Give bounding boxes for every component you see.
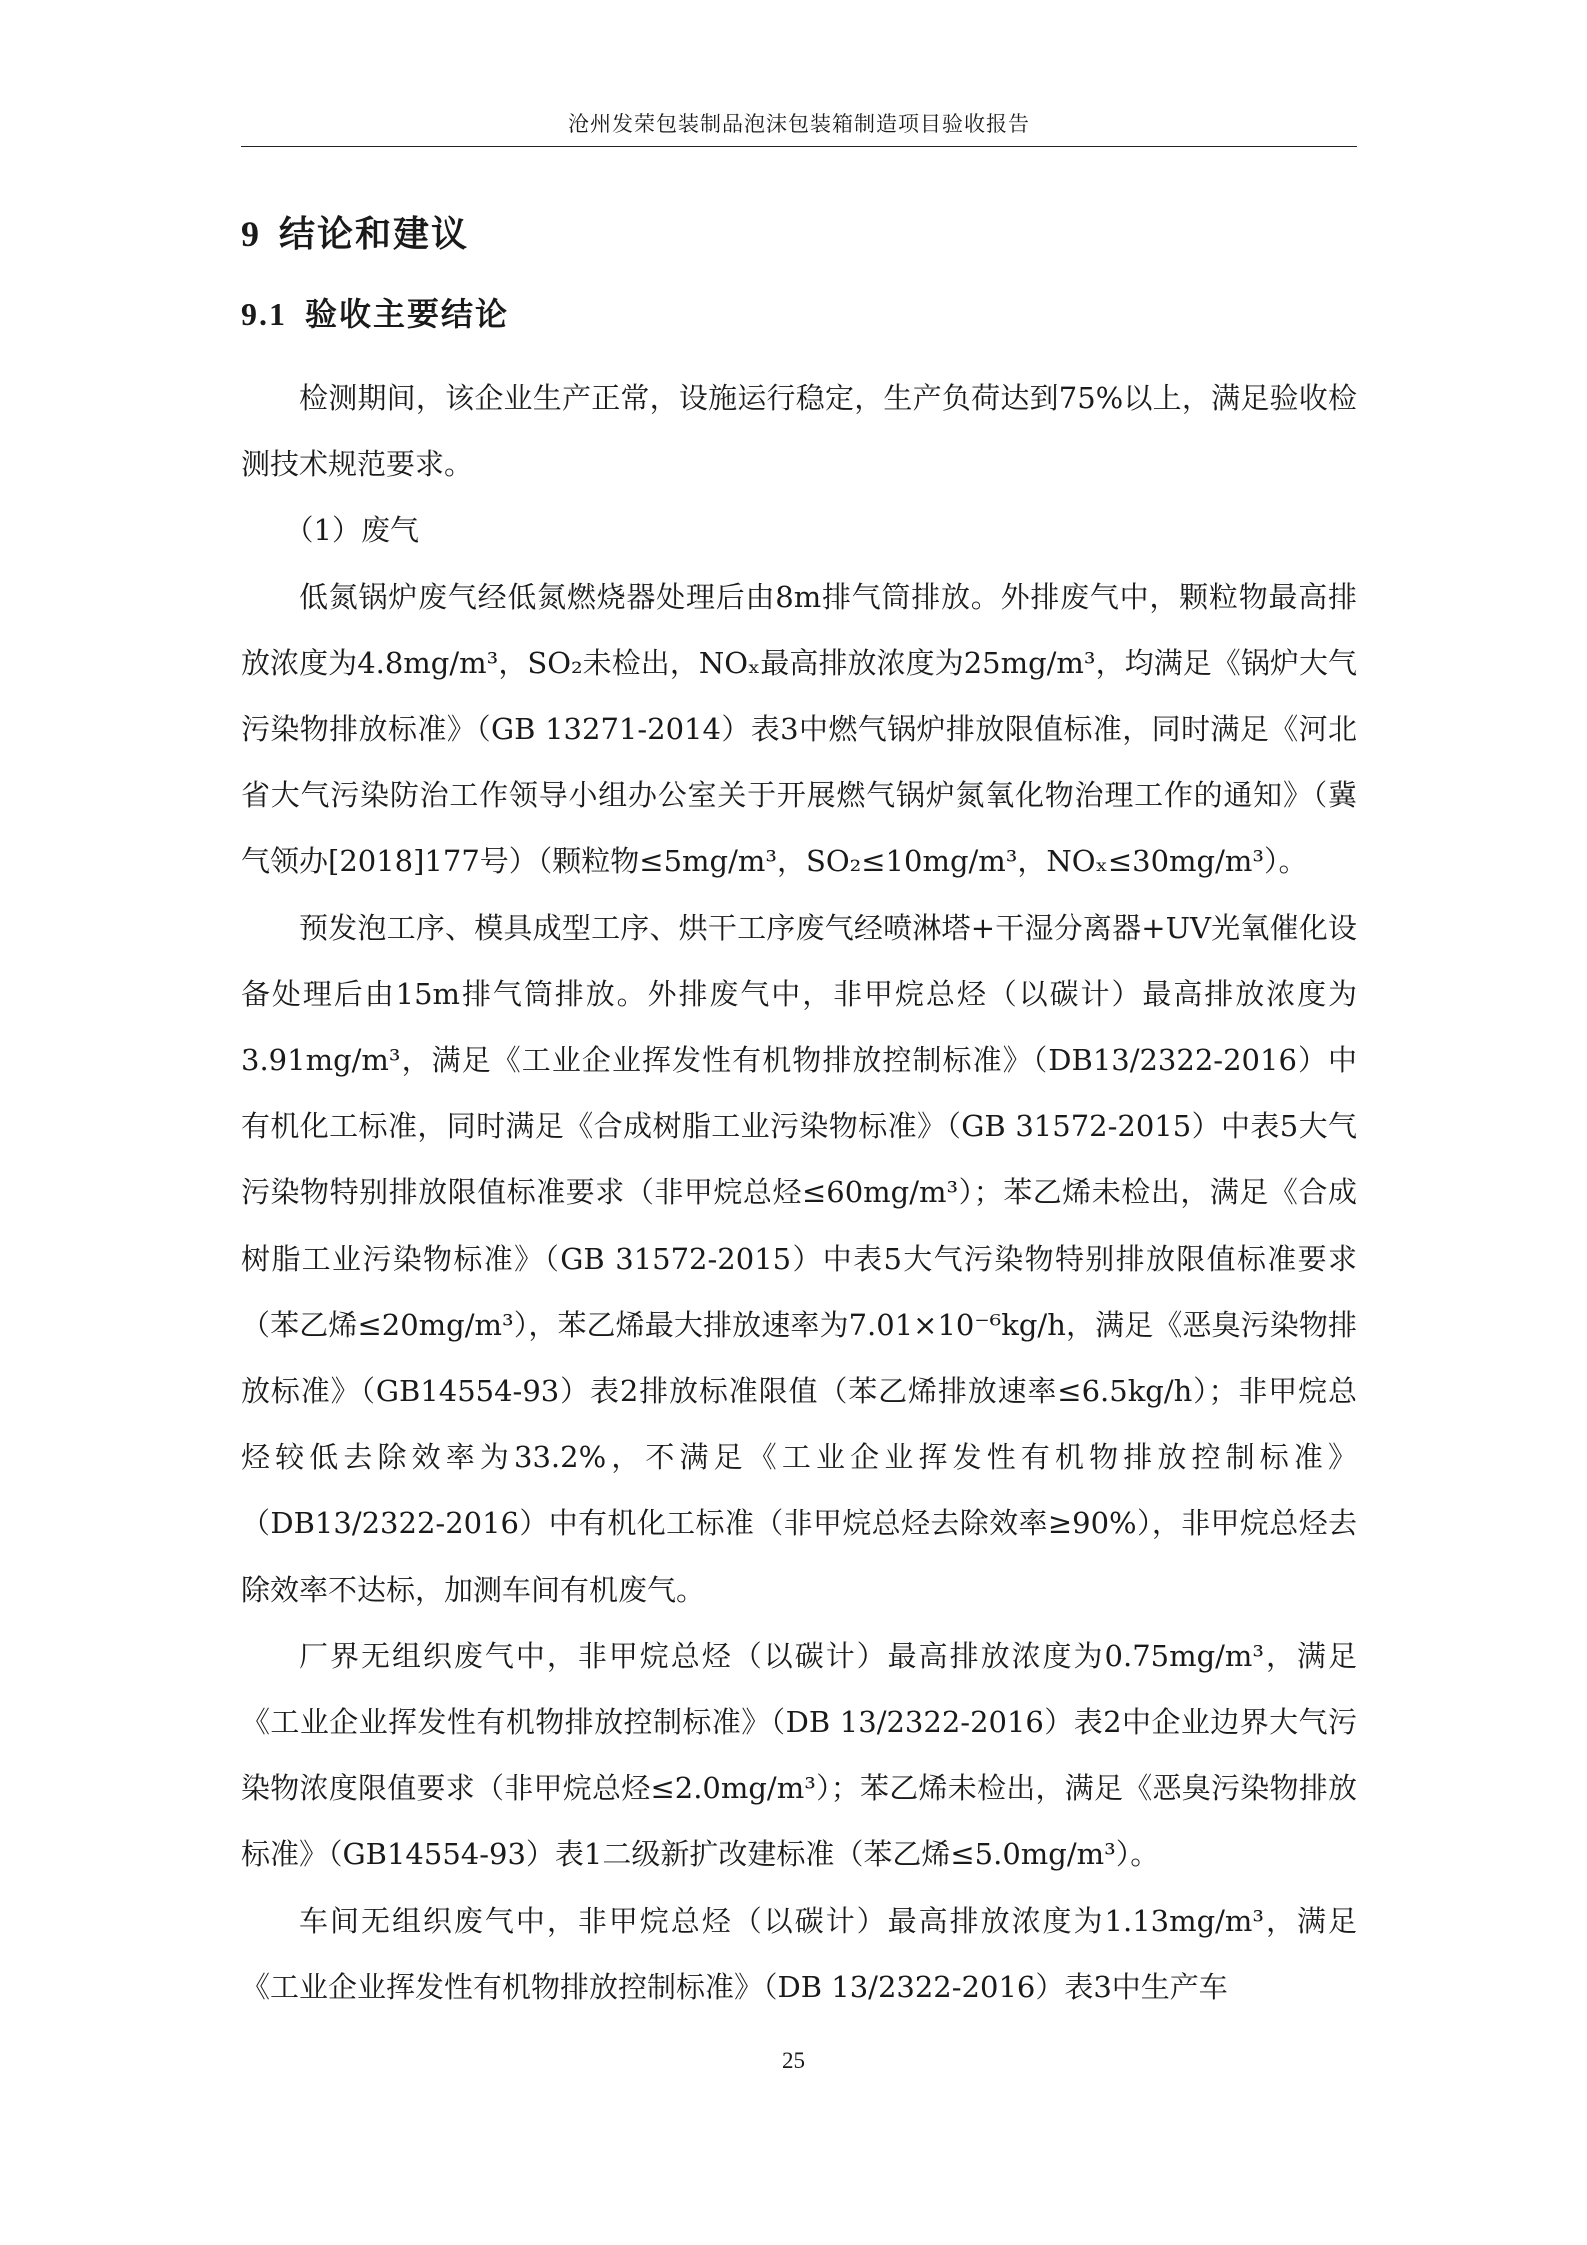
paragraph-boundary-fugitive: 厂界无组织废气中，非甲烷总烃（以碳计）最高排放浓度为0.75mg/m³，满足《工业企业挥发性有机物排放控制标准》（DB 13/2322-2016）表2中企业边界大气污染物浓度限值要求（非甲烷总烃≤2.0mg/m³）；苯乙烯未检出，满足《恶臭污染物排放标准》（GB14554-93）表1二级新扩改建标准（苯乙烯≤5.0mg/m³）。 bbox=[241, 1638, 1357, 1872]
subsection-title: 验收主要结论 bbox=[305, 295, 510, 333]
subsection-heading bbox=[241, 290, 509, 338]
item-heading-waste-gas: （1）废气 bbox=[284, 513, 419, 548]
page-header bbox=[241, 110, 1357, 147]
section-title: 结论和建议 bbox=[279, 213, 470, 255]
paragraph-boiler-exhaust: 低氮锅炉废气经低氮燃烧器处理后由8m排气筒排放。外排废气中，颗粒物最高排放浓度为4.8mg/m³，SO₂未检出，NOₓ最高排放浓度为25mg/m³，均满足《锅炉大气污染物排放标准》（GB 13271-2014）表3中燃气锅炉排放限值标准，同时满足《河北省大气污染防治工作领导小组办公室关于开展燃气锅炉氮氧化物治理工作的通知》（冀气领办[2018]177号）（颗粒物≤5mg/m³，SO₂≤10mg/m³，NOₓ≤30mg/m³）。 bbox=[241, 579, 1357, 879]
body-text bbox=[241, 365, 1357, 2020]
paragraph-load-status: 检测期间，该企业生产正常，设施运行稳定，生产负荷达到75%以上，满足验收检测技术规范要求。 bbox=[241, 381, 1357, 482]
section-number: 9 bbox=[241, 214, 261, 254]
paragraph-workshop-fugitive: 车间无组织废气中，非甲烷总烃（以碳计）最高排放浓度为1.13mg/m³，满足《工业企业挥发性有机物排放控制标准》（DB 13/2322-2016）表3中生产车 bbox=[241, 1903, 1357, 2004]
page-number: 25 bbox=[782, 2048, 805, 2073]
section-heading bbox=[241, 208, 469, 260]
report-title: 沧州发荣包装制品泡沫包装箱制造项目验收报告 bbox=[568, 112, 1030, 136]
paragraph-process-exhaust: 预发泡工序、模具成型工序、烘干工序废气经喷淋塔+干湿分离器+UV光氧催化设备处理后由15m排气筒排放。外排废气中，非甲烷总烃（以碳计）最高排放浓度为3.91mg/m³，满足《工业企业挥发性有机物排放控制标准》（DB13/2322-2016）中有机化工标准，同时满足《合成树脂工业污染物标准》（GB 31572-2015）中表5大气污染物特别排放限值标准要求（非甲烷总烃≤60mg/m³）；苯乙烯未检出，满足《合成树脂工业污染物标准》（GB 31572-2015）中表5大气污染物特别排放限值标准要求（苯乙烯≤20mg/m³），苯乙烯最大排放速率为7.01×10⁻⁶kg/h，满足《恶臭污染物排放标准》（GB14554-93）表2排放标准限值（苯乙烯排放速率≤6.5kg/h）；非甲烷总烃较低去除效率为33.2%，不满足《工业企业挥发性有机物排放控制标准》（DB13/2322-2016）中有机化工标准（非甲烷总烃去除效率≥90%），非甲烷总烃去除效率不达标，加测车间有机废气。 bbox=[241, 910, 1357, 1607]
subsection-number: 9.1 bbox=[241, 296, 287, 332]
